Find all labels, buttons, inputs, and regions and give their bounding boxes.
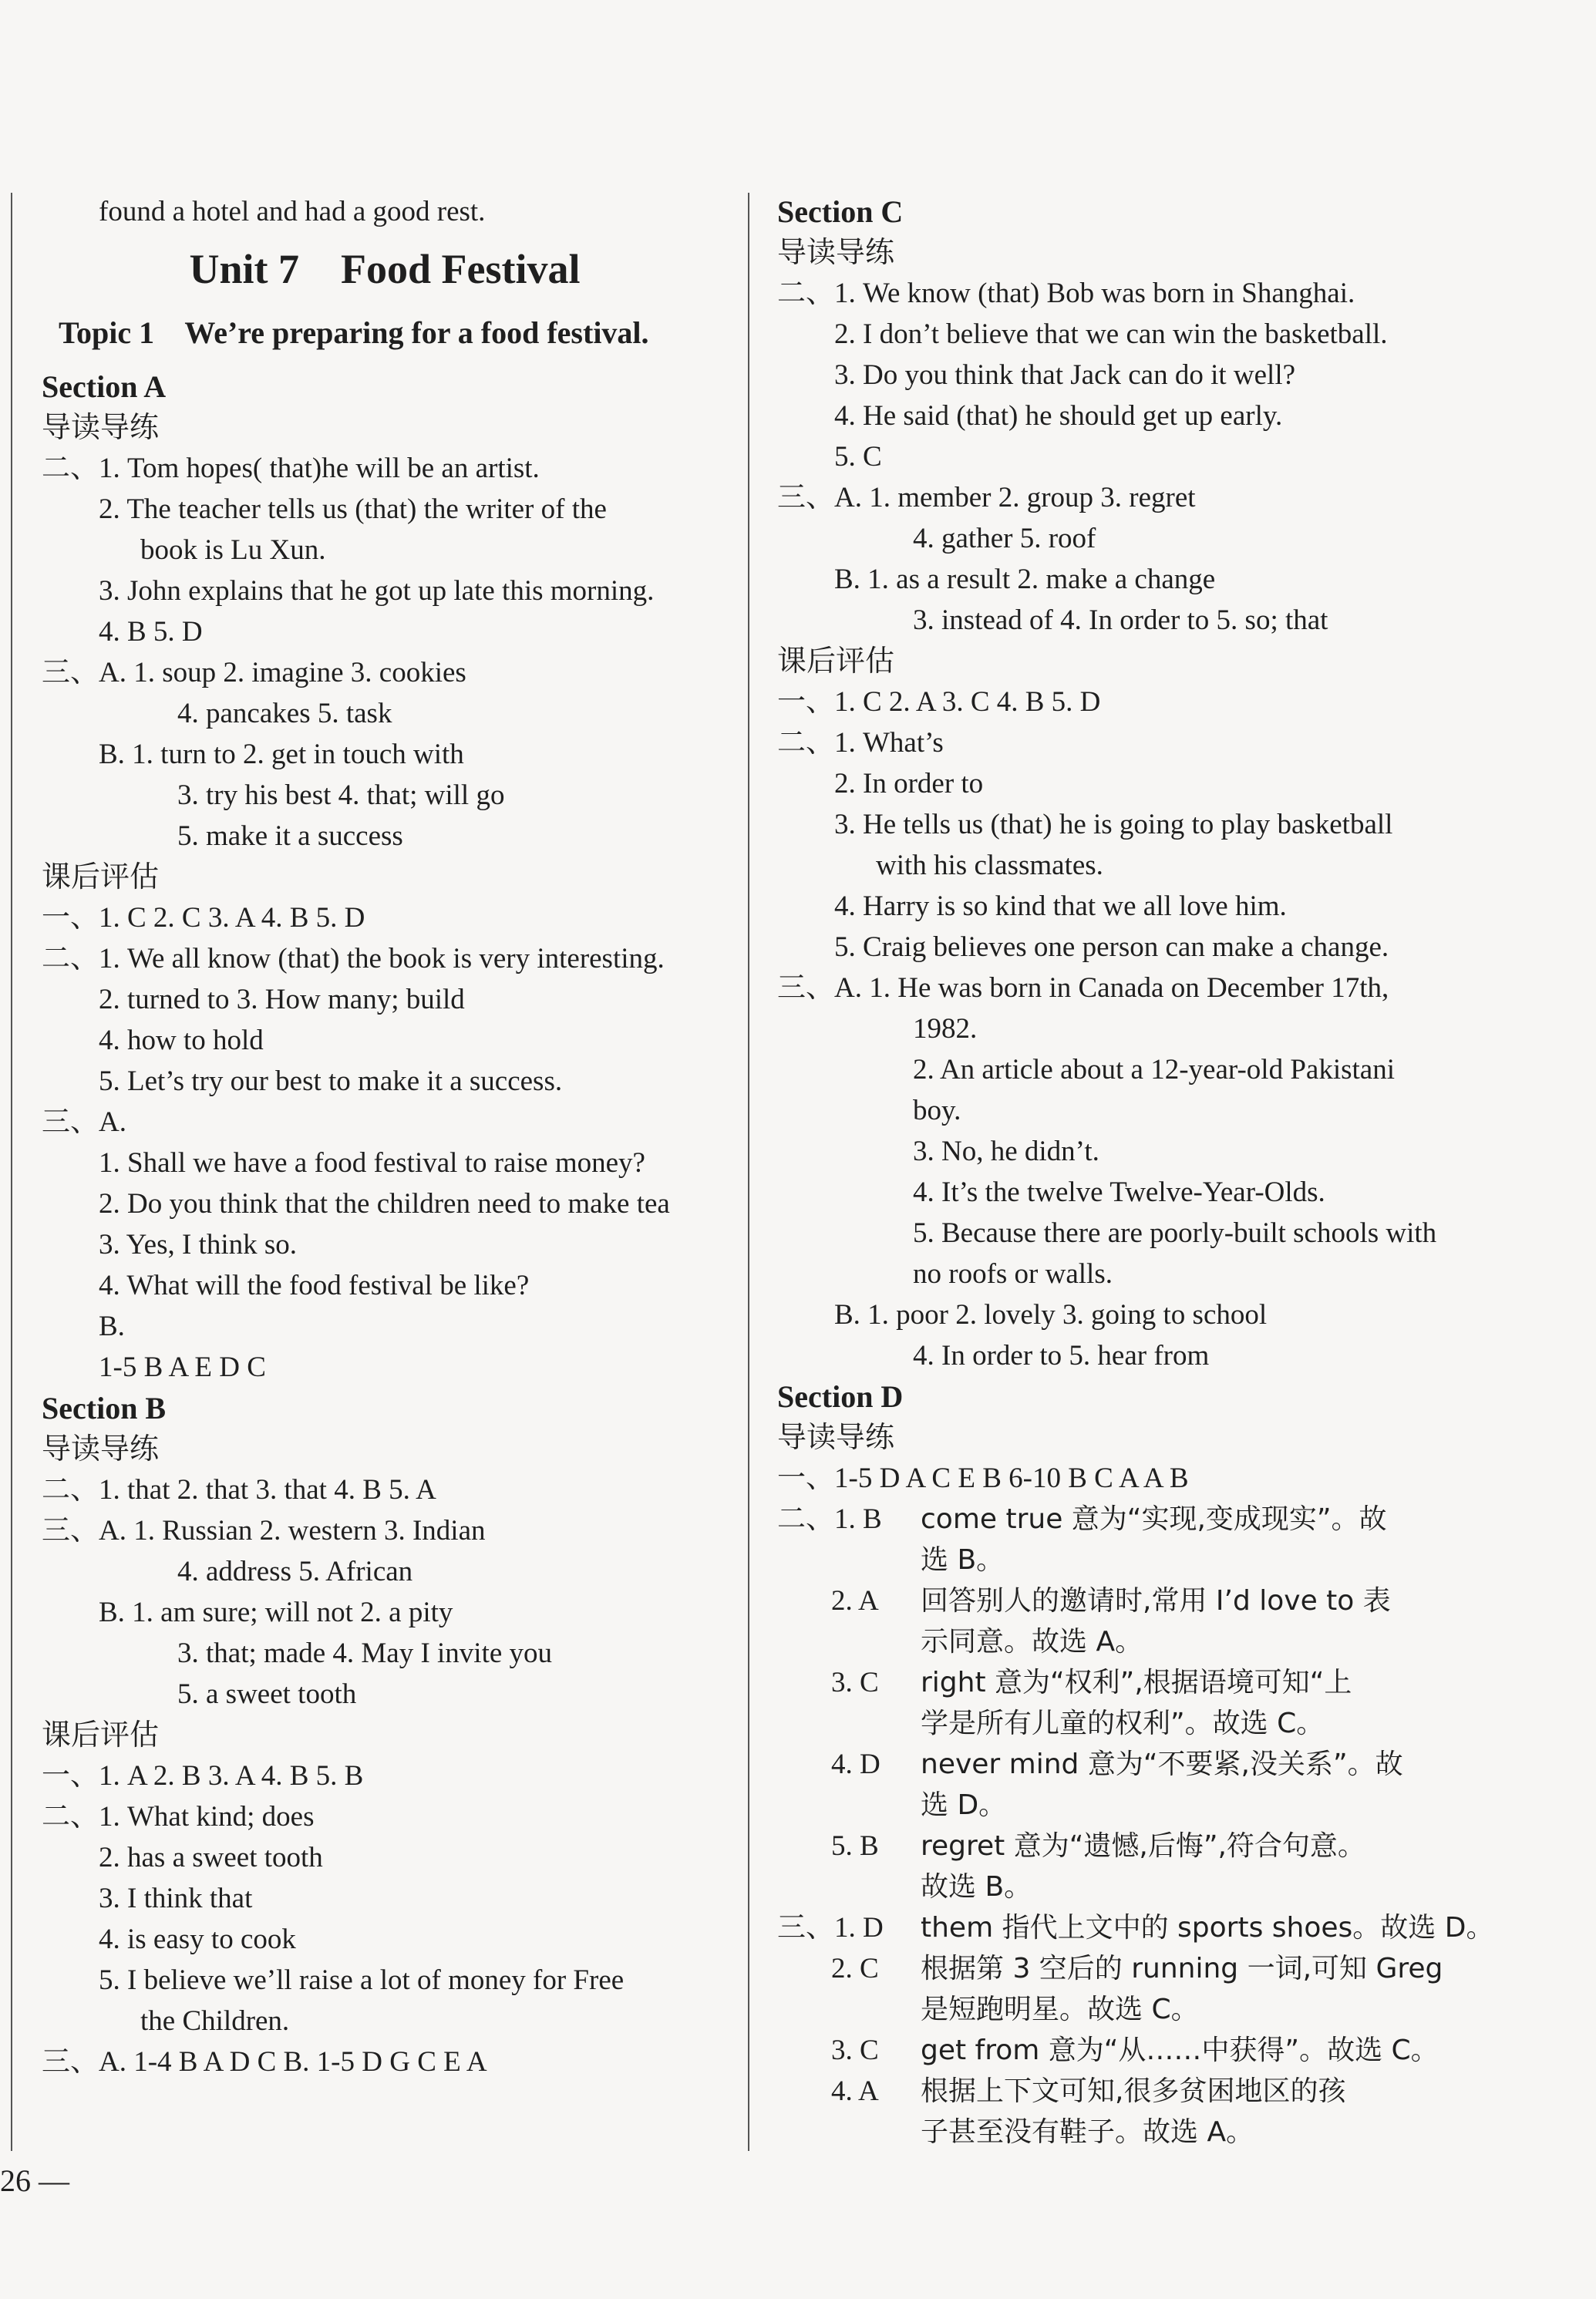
explanation-text: come true 意为“实现,变成现实”。故 [921, 1503, 1387, 1535]
answer-line: 二、1. We know (that) Bob was born in Shanghai. [777, 278, 1355, 309]
answer-line: 4. how to hold [99, 1025, 264, 1056]
explanation-row [777, 2071, 1571, 2112]
answer-line: 三、A. 1. Russian 2. western 3. Indian [42, 1515, 486, 1547]
answer-line: 5. Craig believes one person can make a change. [834, 931, 1389, 963]
explanation-row [777, 1989, 1571, 2030]
answer-line: boy. [913, 1095, 961, 1126]
explanation-text: 是短跑明星。故选 C。 [921, 1994, 1199, 2025]
answer-line: 4. gather 5. roof [913, 523, 1096, 554]
explanation-row [777, 1785, 1571, 1826]
answer-line: 5. C [834, 441, 882, 473]
answer-line: 4. What will the food festival be like? [99, 1270, 530, 1301]
intro-line: found a hotel and had a good rest. [99, 196, 486, 227]
answer-line: B. [99, 1311, 125, 1342]
section-d-explanations [777, 1499, 1571, 2153]
section-d-daodu: 导读导练 [777, 1420, 895, 1454]
answer-line: 4. He said (that) he should get up early. [834, 400, 1283, 432]
explanation-row [777, 1499, 1571, 1540]
section-c-kehou: 课后评估 [777, 644, 895, 678]
topic-title: Topic 1 We’re preparing for a food festival. [59, 315, 649, 350]
answer-line: 3. try his best 4. that; will go [177, 779, 505, 811]
answer-line: 三、A. [42, 1106, 126, 1138]
answer-line: 二、1. Tom hopes( that)he will be an artist. [42, 453, 540, 484]
left-margin-rule [11, 193, 12, 2151]
answer-line: 3. that; made 4. May I invite you [177, 1638, 553, 1669]
explanation-text: them 指代上文中的 sports shoes。故选 D。 [921, 1912, 1494, 1944]
answer-line: 二、1. What’s [777, 727, 944, 759]
answer-line: 4. B 5. D [99, 616, 203, 648]
explanation-row [777, 2030, 1571, 2071]
explanation-text: get from 意为“从……中获得”。故选 C。 [921, 2035, 1439, 2066]
explanation-text: 根据第 3 空后的 running 一词,可知 Greg [921, 1953, 1443, 1984]
answer-line: 2. Do you think that the children need to make tea [99, 1188, 670, 1220]
answer-line: 一、1. A 2. B 3. A 4. B 5. B [42, 1760, 364, 1792]
section-b-daodu: 导读导练 [42, 1432, 160, 1466]
question-number: 4. D [831, 1749, 880, 1780]
answer-line: 5. Because there are poorly-built schools with [913, 1217, 1437, 1249]
answer-line: the Children. [140, 2005, 290, 2037]
answer-line: 2. turned to 3. How many; build [99, 984, 465, 1015]
explanation-text: 子甚至没有鞋子。故选 A。 [921, 2116, 1254, 2148]
column-divider [748, 193, 749, 2151]
section-c-daodu: 导读导练 [777, 235, 895, 269]
answer-line: B. 1. as a result 2. make a change [834, 564, 1216, 595]
section-b-kehou: 课后评估 [42, 1718, 160, 1752]
answer-line: 1. Shall we have a food festival to raise money? [99, 1147, 645, 1179]
answer-line: 3. Yes, I think so. [99, 1229, 297, 1261]
question-number: 3. C [831, 2035, 879, 2066]
answer-line: 三、A. 1. soup 2. imagine 3. cookies [42, 657, 466, 688]
question-number: 2. A [831, 1585, 879, 1617]
left-column [42, 191, 728, 2082]
explanation-text: 示同意。故选 A。 [921, 1626, 1143, 1658]
unit-title: Unit 7 Food Festival [189, 246, 581, 292]
question-number: 3. C [831, 1667, 879, 1698]
explanation-text: 根据上下文可知,很多贫困地区的孩 [921, 2075, 1346, 2107]
page-number: 26 — [0, 2163, 69, 2198]
answer-line: 3. No, he didn’t. [913, 1136, 1099, 1167]
answer-line: 4. It’s the twelve Twelve-Year-Olds. [913, 1176, 1325, 1208]
explanation-text: never mind 意为“不要紧,没关系”。故 [921, 1749, 1403, 1780]
answer-line: 5. a sweet tooth [177, 1678, 357, 1710]
section-a-kehou: 课后评估 [42, 860, 160, 894]
section-a-daodu: 导读导练 [42, 410, 160, 444]
explanation-row [777, 1580, 1571, 1621]
explanation-row [777, 1826, 1571, 1866]
explanation-row [777, 1907, 1571, 1948]
answer-line: 3. instead of 4. In order to 5. so; that [913, 604, 1328, 636]
section-a-heading: Section A [42, 369, 167, 404]
answer-line: no roofs or walls. [913, 1258, 1113, 1290]
explanation-row [777, 2112, 1571, 2153]
answer-line: 5. I believe we’ll raise a lot of money for Free [99, 1964, 625, 1996]
explanation-row [777, 1621, 1571, 1662]
answer-line: 二、1. We all know (that) the book is very interesting. [42, 943, 665, 974]
answer-line: 3. John explains that he got up late this morning. [99, 575, 655, 607]
question-number: 2. C [831, 1953, 879, 1984]
explanation-text: 学是所有儿童的权利”。故选 C。 [921, 1708, 1325, 1739]
explanation-row [777, 1948, 1571, 1989]
answer-line: book is Lu Xun. [140, 534, 326, 566]
answer-line: 4. In order to 5. hear from [913, 1340, 1210, 1372]
answer-line: B. 1. poor 2. lovely 3. going to school [834, 1299, 1268, 1331]
answer-line: 一、1-5 D A C E B 6-10 B C A A B [777, 1463, 1189, 1494]
answer-line: 一、1. C 2. A 3. C 4. B 5. D [777, 686, 1101, 718]
right-column [777, 191, 1571, 2153]
section-d-heading: Section D [777, 1379, 904, 1414]
answer-line: 3. Do you think that Jack can do it well? [834, 359, 1296, 391]
explanation-text: 选 D。 [921, 1789, 1007, 1821]
answer-line: B. 1. am sure; will not 2. a pity [99, 1597, 453, 1628]
section-b-heading: Section B [42, 1391, 167, 1426]
answer-line: 4. is easy to cook [99, 1924, 296, 1955]
explanation-text: 故选 B。 [921, 1871, 1032, 1903]
answer-line: 4. pancakes 5. task [177, 698, 392, 729]
explanation-row [777, 1662, 1571, 1703]
question-number: 二、1. B [777, 1503, 882, 1535]
explanation-text: regret 意为“遗憾,后悔”,符合句意。 [921, 1830, 1365, 1862]
answer-line: 5. Let’s try our best to make it a success. [99, 1065, 563, 1097]
explanation-row [777, 1744, 1571, 1785]
answer-line: 三、A. 1. He was born in Canada on December 17th, [777, 972, 1389, 1004]
answer-line: 2. An article about a 12-year-old Pakistani [913, 1054, 1395, 1086]
answer-line: 4. Harry is so kind that we all love him. [834, 890, 1287, 922]
question-number: 4. A [831, 2075, 879, 2107]
explanation-text: 回答别人的邀请时,常用 I’d love to 表 [921, 1585, 1391, 1617]
answer-line: 2. In order to [834, 768, 984, 799]
answer-line: with his classmates. [876, 850, 1103, 881]
explanation-text: right 意为“权利”,根据语境可知“上 [921, 1667, 1352, 1698]
question-number: 三、1. D [777, 1912, 884, 1944]
answer-line: 4. address 5. African [177, 1556, 413, 1587]
answer-line: B. 1. turn to 2. get in touch with [99, 739, 464, 770]
answer-line: 3. He tells us (that) he is going to play basketball [834, 809, 1393, 840]
section-c-heading: Section C [777, 194, 904, 229]
answer-line: 1982. [913, 1013, 978, 1045]
question-number: 5. B [831, 1830, 879, 1862]
explanation-text: 选 B。 [921, 1544, 1005, 1576]
answer-line: 5. make it a success [177, 820, 403, 852]
explanation-row [777, 1540, 1571, 1580]
answer-line: 三、A. 1-4 B A D C B. 1-5 D G C E A [42, 2046, 487, 2078]
answer-line: 二、1. that 2. that 3. that 4. B 5. A [42, 1474, 436, 1506]
answer-line: 2. has a sweet tooth [99, 1842, 323, 1873]
answer-line: 三、A. 1. member 2. group 3. regret [777, 482, 1196, 513]
explanation-row [777, 1866, 1571, 1907]
answer-line: 一、1. C 2. C 3. A 4. B 5. D [42, 902, 365, 934]
answer-line: 二、1. What kind; does [42, 1801, 315, 1833]
answer-line: 2. The teacher tells us (that) the writer of the [99, 493, 607, 525]
answer-line: 1-5 B A E D C [99, 1351, 266, 1383]
answer-line: 2. I don’t believe that we can win the basketball. [834, 318, 1388, 350]
answer-line: 3. I think that [99, 1883, 253, 1914]
explanation-row [777, 1703, 1571, 1744]
